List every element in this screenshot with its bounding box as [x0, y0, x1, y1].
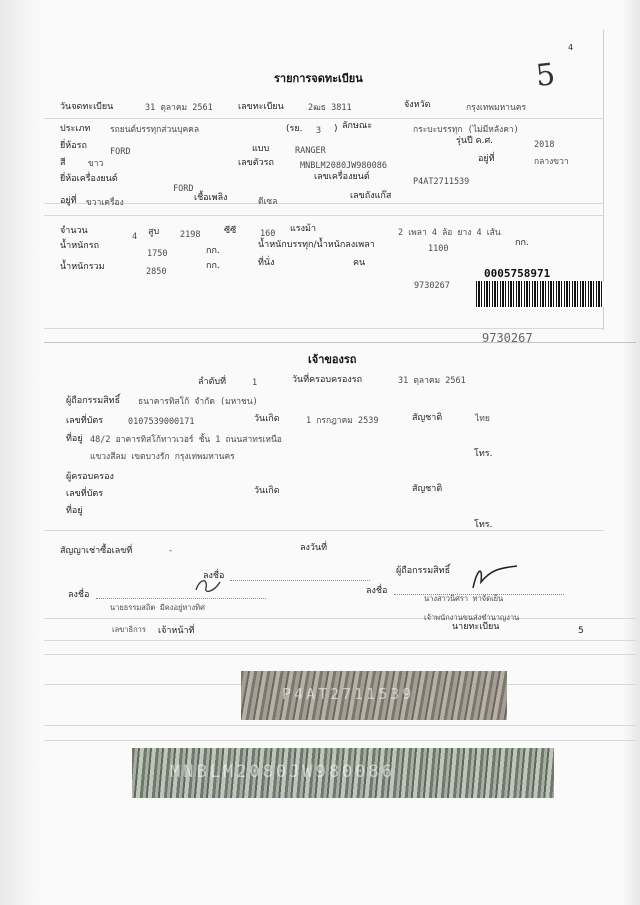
- left-sign-label: ลงชื่อ: [68, 590, 90, 600]
- total-unit: กก.: [206, 261, 220, 271]
- reg-date-label: วันจดทะเบียน: [60, 102, 114, 112]
- page-number: 4: [568, 43, 574, 52]
- page-mark: 5: [578, 626, 584, 636]
- rule-line: [44, 640, 636, 641]
- right-signature: [465, 560, 525, 594]
- birth-date: 1 กรกฎาคม 2539: [306, 416, 379, 426]
- cc-unit: ซีซี: [224, 226, 237, 236]
- vehicle-section-title: รายการจดทะเบียน: [274, 72, 363, 85]
- right-sign-label: ลงชื่อ: [366, 586, 388, 596]
- cyl-label: จำนวน: [60, 226, 88, 236]
- lease-no: -: [168, 546, 174, 556]
- type: รถยนต์บรรทุกส่วนบุคคล: [110, 125, 200, 135]
- cc: 2198: [180, 230, 201, 240]
- doc-no: 9730267: [414, 281, 450, 291]
- character: กระบะบรรทุก (ไม่มีหลังคา): [413, 125, 519, 135]
- phone-label: โทร.: [474, 449, 493, 459]
- load-label: น้ำหนักบรรทุก/น้ำหนักลงเพลา: [258, 240, 375, 250]
- weight: 1750: [147, 249, 168, 259]
- barcode-number: 0005758971: [484, 267, 551, 280]
- color: ขาว: [88, 159, 104, 169]
- registrar-label: นายทะเบียน: [452, 622, 500, 632]
- page-left-shadow: [0, 0, 46, 905]
- cut-doc-no: 9730267: [482, 331, 533, 345]
- rule-line: [44, 740, 636, 741]
- birth2-label: วันเกิด: [254, 486, 280, 496]
- engine-loc: ขวาเครื่อง: [86, 198, 124, 208]
- address-line-2: แขวงสีลม เขตบางรัก กรุงเทพมหานคร: [90, 452, 235, 462]
- reg-date: 31 ตุลาคม 2561: [145, 103, 213, 113]
- nation: ไทย: [475, 414, 490, 424]
- total-label: น้ำหนักรวม: [60, 262, 105, 272]
- lease-label: สัญญาเช่าซื้อเลขที่: [60, 546, 133, 556]
- total: 2850: [146, 267, 167, 277]
- page-right-shadow: [624, 0, 640, 905]
- rule-line: [44, 118, 604, 119]
- owner-name: ธนาคารทิสโก้ จำกัด (มหาชน): [138, 397, 258, 407]
- chassis-rubbing-text: MNBLM2080JW980086: [170, 762, 395, 782]
- lease-date-label: ลงวันที่: [300, 543, 328, 553]
- color-label: สี: [60, 158, 66, 168]
- id-label: เลขที่บัตร: [66, 416, 104, 426]
- province-label: จังหวัด: [404, 100, 431, 110]
- nation2-label: สัญชาติ: [412, 484, 443, 494]
- engine-no: P4AT2711539: [413, 177, 470, 187]
- owner-sign-label: ลงชื่อ: [203, 571, 225, 581]
- right-official-name: นางสาวนิศรา ทาจัดเย็น: [424, 594, 504, 603]
- left-signature: [190, 572, 230, 598]
- chassis-loc-label: อยู่ที่: [478, 154, 495, 164]
- address-label: ที่อยู่: [66, 434, 83, 444]
- rule-line: [44, 530, 604, 531]
- barcode: [476, 281, 604, 307]
- possess-date: 31 ตุลาคม 2561: [398, 376, 466, 386]
- rule-line: [44, 725, 636, 726]
- load: 1100: [428, 244, 449, 254]
- fuel: ดีเซล: [258, 197, 278, 207]
- chassis-label: เลขตัวรถ: [238, 158, 274, 168]
- dotted-line: [230, 580, 370, 581]
- rorya-close: ): [334, 124, 338, 134]
- address3-label: ที่อยู่: [66, 506, 83, 516]
- brand-label: ยี่ห้อรถ: [60, 141, 87, 151]
- reg-no: 2ฒธ 3811: [308, 103, 352, 113]
- dotted-line: [96, 598, 266, 599]
- cyl: 4: [132, 232, 138, 242]
- engine-brand-label: ยี่ห้อเครื่องยนต์: [60, 174, 118, 184]
- rorya: 3: [316, 126, 322, 136]
- fuel-label: เชื้อเพลิง: [194, 193, 228, 203]
- load-unit: กก.: [515, 238, 529, 248]
- hp: 160: [260, 229, 276, 239]
- possessor-label: ผู้ครอบครอง: [66, 472, 114, 482]
- province: กรุงเทพมหานคร: [466, 103, 527, 113]
- order-no: 1: [252, 378, 258, 388]
- official-label: เจ้าหน้าที่: [158, 626, 195, 636]
- handwritten-number: 5: [534, 57, 557, 94]
- id-no: 0107539000171: [128, 417, 195, 427]
- possess-date-label: วันที่ครอบครองรถ: [292, 375, 363, 385]
- seats-unit: คน: [353, 258, 366, 268]
- left-official-name: นายธรรมสถิต มีคงอยู่ทางทิศ: [110, 603, 205, 612]
- rule-line: [44, 618, 636, 619]
- rule-line: [44, 654, 636, 655]
- weight-label: น้ำหนักรถ: [60, 241, 100, 251]
- id2-label: เลขที่บัตร: [66, 489, 104, 499]
- weight-unit: กก.: [206, 246, 220, 256]
- rule-line: [44, 215, 604, 216]
- nation-label: สัญชาติ: [412, 413, 443, 423]
- gas-tank-label: เลขถังแก๊ส: [350, 191, 392, 201]
- type-label: ประเภท: [60, 124, 91, 134]
- section-divider: [44, 342, 636, 343]
- engine-loc-label: อยู่ที่: [60, 196, 77, 206]
- chassis-no: MNBLM2080JW980086: [300, 161, 387, 171]
- engine-no-label: เลขเครื่องยนต์: [314, 172, 370, 182]
- right-official-position: เจ้าพนักงานขนส่งชำนาญงาน: [424, 613, 520, 622]
- order-label: ลำดับที่: [198, 377, 227, 387]
- axles: 2 เพลา 4 ล้อ ยาง 4 เส้น: [398, 228, 501, 238]
- rule-line: [44, 328, 604, 329]
- owner-section-title: เจ้าของรถ: [308, 353, 357, 366]
- birth-label: วันเกิด: [254, 414, 280, 424]
- year-label: รุ่นปี ค.ศ.: [456, 136, 494, 146]
- hp-unit: แรงม้า: [290, 224, 317, 234]
- left-official-position: เลขาธิการ: [112, 625, 146, 634]
- reg-no-label: เลขทะเบียน: [238, 102, 284, 112]
- owner-label: ผู้ถือกรรมสิทธิ์: [66, 396, 121, 406]
- rorya-label: (รย.: [286, 124, 303, 134]
- chassis-loc: กลางขวา: [534, 157, 569, 167]
- phone2-label: โทร.: [474, 520, 493, 530]
- address-line-1: 48/2 อาคารทิสโก้ทาวเวอร์ ชั้น 1 ถนนสาทรเหนือ: [90, 435, 282, 445]
- engine-rubbing-text: P4AT2711539: [282, 685, 415, 703]
- model: RANGER: [295, 146, 326, 156]
- year: 2018: [534, 140, 555, 150]
- seats-label: ที่นั่ง: [258, 258, 275, 268]
- character-label: ลักษณะ: [342, 121, 373, 131]
- owner-signature-label: ผู้ถือกรรมสิทธิ์: [396, 566, 451, 576]
- engine-brand: FORD: [173, 184, 194, 194]
- rule-line: [44, 203, 604, 204]
- model-label: แบบ: [252, 144, 270, 154]
- brand: FORD: [110, 147, 131, 157]
- cyl-unit: สูบ: [148, 227, 160, 237]
